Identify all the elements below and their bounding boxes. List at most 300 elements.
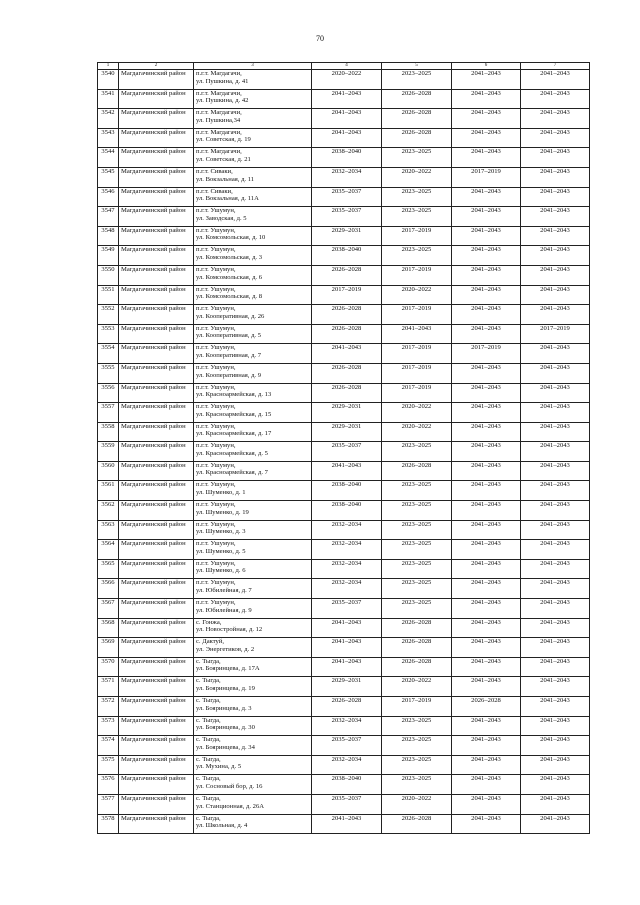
column-header: 1 xyxy=(98,63,119,70)
table-row xyxy=(98,148,590,168)
table-row xyxy=(98,442,590,462)
address-line: ул. Кооперативная, д. 9 xyxy=(196,371,262,379)
cell-period-5: 2041–2043 xyxy=(382,324,452,344)
address-line: п.г.т. Сиваки, xyxy=(196,167,233,175)
cell-period-7: 2041–2043 xyxy=(521,559,590,579)
cell-period-7: 2041–2043 xyxy=(521,383,590,403)
cell-district: Магдагачинский район xyxy=(119,540,194,560)
table-row xyxy=(98,520,590,540)
cell-period-5: 2017–2019 xyxy=(382,305,452,325)
cell-district: Магдагачинский район xyxy=(119,246,194,266)
cell-address xyxy=(194,187,312,207)
cell-number: 3541 xyxy=(98,89,119,109)
cell-address xyxy=(194,814,312,834)
address-line: ул. Красноармейская, д. 13 xyxy=(196,391,272,399)
cell-period-7: 2017–2019 xyxy=(521,324,590,344)
cell-address xyxy=(194,736,312,756)
cell-period-6: 2041–2043 xyxy=(452,794,521,814)
cell-district: Магдагачинский район xyxy=(119,422,194,442)
cell-period-5: 2020–2022 xyxy=(382,285,452,305)
address-line: ул. Комсомольская, д. 8 xyxy=(196,293,263,301)
address-line: ул. Сосновый бор, д. 16 xyxy=(196,782,263,790)
table-row xyxy=(98,265,590,285)
cell-number: 3547 xyxy=(98,207,119,227)
cell-number: 3545 xyxy=(98,167,119,187)
cell-district: Магдагачинский район xyxy=(119,794,194,814)
cell-district: Магдагачинский район xyxy=(119,363,194,383)
cell-address xyxy=(194,167,312,187)
table-row xyxy=(98,677,590,697)
cell-period-4: 2026–2028 xyxy=(312,363,382,383)
address-line: ул. Кооперативная, д. 5 xyxy=(196,332,262,340)
cell-period-7: 2041–2043 xyxy=(521,344,590,364)
cell-district: Магдагачинский район xyxy=(119,207,194,227)
cell-address xyxy=(194,618,312,638)
cell-district: Магдагачинский район xyxy=(119,697,194,717)
column-header: 5 xyxy=(382,63,452,70)
cell-district: Магдагачинский район xyxy=(119,599,194,619)
cell-period-5: 2023–2025 xyxy=(382,579,452,599)
cell-period-6: 2041–2043 xyxy=(452,579,521,599)
address-line: ул. Мухина, д. 5 xyxy=(196,763,242,771)
address-line: ул. Комсомольская, д. 3 xyxy=(196,253,263,261)
cell-period-6: 2041–2043 xyxy=(452,736,521,756)
cell-period-6: 2041–2043 xyxy=(452,70,521,90)
cell-district: Магдагачинский район xyxy=(119,677,194,697)
table-row xyxy=(98,167,590,187)
table-row xyxy=(98,657,590,677)
cell-address xyxy=(194,70,312,90)
cell-period-6: 2041–2043 xyxy=(452,148,521,168)
address-line: п.г.т. Магдагачи, xyxy=(196,109,242,117)
cell-period-4: 2035–2037 xyxy=(312,794,382,814)
cell-period-6: 2041–2043 xyxy=(452,226,521,246)
cell-period-7: 2041–2043 xyxy=(521,716,590,736)
table-row xyxy=(98,109,590,129)
cell-period-5: 2020–2022 xyxy=(382,677,452,697)
cell-district: Магдагачинский район xyxy=(119,128,194,148)
cell-period-7: 2041–2043 xyxy=(521,265,590,285)
address-line: с. Тыгда, xyxy=(196,677,221,685)
cell-number: 3555 xyxy=(98,363,119,383)
cell-period-5: 2020–2022 xyxy=(382,403,452,423)
cell-period-6: 2041–2043 xyxy=(452,187,521,207)
cell-period-4: 2038–2040 xyxy=(312,775,382,795)
cell-period-6: 2041–2043 xyxy=(452,481,521,501)
cell-district: Магдагачинский район xyxy=(119,442,194,462)
cell-period-7: 2041–2043 xyxy=(521,403,590,423)
table-row xyxy=(98,775,590,795)
address-line: п.г.т. Ушумун, xyxy=(196,305,236,313)
cell-number: 3574 xyxy=(98,736,119,756)
cell-period-5: 2023–2025 xyxy=(382,755,452,775)
address-line: п.г.т. Ушумун, xyxy=(196,265,236,273)
table-row xyxy=(98,70,590,90)
address-line: п.г.т. Магдагачи, xyxy=(196,128,242,136)
cell-period-4: 2035–2037 xyxy=(312,736,382,756)
cell-address xyxy=(194,89,312,109)
cell-period-5: 2017–2019 xyxy=(382,383,452,403)
table-row xyxy=(98,403,590,423)
cell-period-4: 2041–2043 xyxy=(312,109,382,129)
cell-period-6: 2041–2043 xyxy=(452,540,521,560)
address-line: п.г.т. Ушумун, xyxy=(196,383,236,391)
cell-address xyxy=(194,481,312,501)
column-header: 4 xyxy=(312,63,382,70)
cell-period-5: 2026–2028 xyxy=(382,638,452,658)
cell-period-5: 2023–2025 xyxy=(382,599,452,619)
address-line: ул. Шуменко, д. 5 xyxy=(196,547,246,555)
cell-number: 3573 xyxy=(98,716,119,736)
cell-period-7: 2041–2043 xyxy=(521,128,590,148)
address-line: п.г.т. Ушумун, xyxy=(196,559,236,567)
cell-district: Магдагачинский район xyxy=(119,344,194,364)
cell-period-6: 2041–2043 xyxy=(452,207,521,227)
cell-period-7: 2041–2043 xyxy=(521,285,590,305)
cell-address xyxy=(194,775,312,795)
cell-district: Магдагачинский район xyxy=(119,167,194,187)
cell-period-5: 2023–2025 xyxy=(382,716,452,736)
cell-period-4: 2029–2031 xyxy=(312,403,382,423)
cell-period-7: 2041–2043 xyxy=(521,167,590,187)
cell-number: 3552 xyxy=(98,305,119,325)
cell-number: 3562 xyxy=(98,501,119,521)
cell-period-4: 2041–2043 xyxy=(312,638,382,658)
cell-period-5: 2023–2025 xyxy=(382,520,452,540)
cell-district: Магдагачинский район xyxy=(119,755,194,775)
address-line: ул. Пушкина, д. 41 xyxy=(196,77,249,85)
cell-address xyxy=(194,422,312,442)
address-line: п.г.т. Ушумун, xyxy=(196,207,236,215)
cell-address xyxy=(194,383,312,403)
cell-period-6: 2041–2043 xyxy=(452,265,521,285)
cell-district: Магдагачинский район xyxy=(119,461,194,481)
cell-period-5: 2017–2019 xyxy=(382,697,452,717)
cell-period-7: 2041–2043 xyxy=(521,736,590,756)
cell-period-4: 2026–2028 xyxy=(312,383,382,403)
cell-period-6: 2041–2043 xyxy=(452,128,521,148)
cell-address xyxy=(194,265,312,285)
cell-period-7: 2041–2043 xyxy=(521,501,590,521)
address-line: ул. Шуменко, д. 19 xyxy=(196,508,249,516)
column-header: 6 xyxy=(452,63,521,70)
cell-period-7: 2041–2043 xyxy=(521,109,590,129)
cell-period-6: 2041–2043 xyxy=(452,363,521,383)
cell-period-4: 2026–2028 xyxy=(312,697,382,717)
address-line: ул. Советская, д. 21 xyxy=(196,155,251,163)
address-line: п.г.т. Ушумун, xyxy=(196,403,236,411)
cell-district: Магдагачинский район xyxy=(119,324,194,344)
table-row xyxy=(98,207,590,227)
cell-number: 3560 xyxy=(98,461,119,481)
cell-period-4: 2026–2028 xyxy=(312,324,382,344)
address-line: п.г.т. Ушумун, xyxy=(196,422,236,430)
cell-period-6: 2017–2019 xyxy=(452,167,521,187)
cell-district: Магдагачинский район xyxy=(119,638,194,658)
cell-period-6: 2041–2043 xyxy=(452,716,521,736)
cell-number: 3559 xyxy=(98,442,119,462)
address-line: с. Тыгда, xyxy=(196,814,221,822)
cell-period-4: 2041–2043 xyxy=(312,461,382,481)
address-line: ул. Бояринцева, д. 17А xyxy=(196,665,260,673)
cell-number: 3556 xyxy=(98,383,119,403)
cell-period-6: 2041–2043 xyxy=(452,383,521,403)
cell-number: 3572 xyxy=(98,697,119,717)
cell-period-5: 2023–2025 xyxy=(382,207,452,227)
address-line: п.г.т. Ушумун, xyxy=(196,442,236,450)
cell-period-4: 2038–2040 xyxy=(312,148,382,168)
cell-period-5: 2023–2025 xyxy=(382,481,452,501)
cell-period-4: 2032–2034 xyxy=(312,579,382,599)
cell-address xyxy=(194,794,312,814)
cell-period-5: 2017–2019 xyxy=(382,363,452,383)
cell-period-6: 2041–2043 xyxy=(452,677,521,697)
cell-number: 3558 xyxy=(98,422,119,442)
cell-period-5: 2026–2028 xyxy=(382,89,452,109)
address-line: п.г.т. Ушумун, xyxy=(196,363,236,371)
cell-district: Магдагачинский район xyxy=(119,226,194,246)
address-line: п.г.т. Ушумун, xyxy=(196,285,236,293)
address-line: п.г.т. Магдагачи, xyxy=(196,70,242,77)
cell-district: Магдагачинский район xyxy=(119,716,194,736)
cell-district: Магдагачинский район xyxy=(119,618,194,638)
cell-district: Магдагачинский район xyxy=(119,70,194,90)
address-line: с. Тыгда, xyxy=(196,794,221,802)
cell-district: Магдагачинский район xyxy=(119,775,194,795)
cell-district: Магдагачинский район xyxy=(119,814,194,834)
cell-period-7: 2041–2043 xyxy=(521,89,590,109)
table-row xyxy=(98,638,590,658)
cell-number: 3542 xyxy=(98,109,119,129)
cell-number: 3578 xyxy=(98,814,119,834)
address-line: с. Тыгда, xyxy=(196,736,221,744)
cell-period-5: 2020–2022 xyxy=(382,422,452,442)
table-row xyxy=(98,736,590,756)
address-line: с. Тыгда, xyxy=(196,716,221,724)
cell-address xyxy=(194,755,312,775)
address-line: ул. Бояринцева, д. 34 xyxy=(196,743,255,751)
table-row xyxy=(98,226,590,246)
cell-period-7: 2041–2043 xyxy=(521,187,590,207)
cell-number: 3546 xyxy=(98,187,119,207)
cell-period-5: 2026–2028 xyxy=(382,814,452,834)
cell-period-6: 2017–2019 xyxy=(452,344,521,364)
cell-address xyxy=(194,461,312,481)
address-line: п.г.т. Ушумун, xyxy=(196,520,236,528)
table-row xyxy=(98,755,590,775)
address-line: ул. Вокзальная, д. 11 xyxy=(196,175,255,183)
cell-period-7: 2041–2043 xyxy=(521,599,590,619)
cell-number: 3561 xyxy=(98,481,119,501)
address-line: ул. Красноармейская, д. 15 xyxy=(196,410,272,418)
cell-period-7: 2041–2043 xyxy=(521,520,590,540)
address-line: ул. Школьная, д. 4 xyxy=(196,822,248,830)
cell-period-5: 2026–2028 xyxy=(382,618,452,638)
cell-period-6: 2041–2043 xyxy=(452,89,521,109)
cell-district: Магдагачинский район xyxy=(119,285,194,305)
address-line: с. Тыгда, xyxy=(196,775,221,783)
cell-district: Магдагачинский район xyxy=(119,148,194,168)
cell-address xyxy=(194,540,312,560)
cell-period-4: 2029–2031 xyxy=(312,677,382,697)
address-line: с. Дактуй, xyxy=(196,638,225,646)
cell-number: 3566 xyxy=(98,579,119,599)
address-line: ул. Шуменко, д. 1 xyxy=(196,489,246,497)
cell-period-6: 2041–2043 xyxy=(452,109,521,129)
cell-period-5: 2023–2025 xyxy=(382,148,452,168)
cell-period-5: 2023–2025 xyxy=(382,70,452,90)
cell-period-4: 2035–2037 xyxy=(312,187,382,207)
cell-period-6: 2041–2043 xyxy=(452,657,521,677)
cell-period-7: 2041–2043 xyxy=(521,540,590,560)
cell-district: Магдагачинский район xyxy=(119,305,194,325)
cell-number: 3549 xyxy=(98,246,119,266)
cell-period-6: 2041–2043 xyxy=(452,775,521,795)
cell-period-4: 2017–2019 xyxy=(312,285,382,305)
cell-period-7: 2041–2043 xyxy=(521,246,590,266)
cell-period-7: 2041–2043 xyxy=(521,226,590,246)
cell-district: Магдагачинский район xyxy=(119,579,194,599)
cell-period-6: 2041–2043 xyxy=(452,246,521,266)
cell-period-4: 2035–2037 xyxy=(312,207,382,227)
cell-period-7: 2041–2043 xyxy=(521,422,590,442)
address-line: ул. Энергетиков, д. 2 xyxy=(196,645,255,653)
cell-period-5: 2026–2028 xyxy=(382,128,452,148)
address-line: ул. Пушкина, д. 42 xyxy=(196,97,249,105)
cell-period-7: 2041–2043 xyxy=(521,579,590,599)
cell-period-6: 2041–2043 xyxy=(452,285,521,305)
table-row xyxy=(98,501,590,521)
cell-period-4: 2035–2037 xyxy=(312,442,382,462)
address-line: ул. Кооперативная, д. 26 xyxy=(196,312,265,320)
cell-period-6: 2041–2043 xyxy=(452,461,521,481)
cell-address xyxy=(194,442,312,462)
cell-number: 3575 xyxy=(98,755,119,775)
cell-period-7: 2041–2043 xyxy=(521,677,590,697)
address-line: ул. Советская, д. 19 xyxy=(196,136,251,144)
cell-period-4: 2029–2031 xyxy=(312,422,382,442)
cell-period-7: 2041–2043 xyxy=(521,363,590,383)
cell-period-7: 2041–2043 xyxy=(521,697,590,717)
address-line: п.г.т. Ушумун, xyxy=(196,501,236,509)
cell-period-7: 2041–2043 xyxy=(521,775,590,795)
housing-repair-schedule-table xyxy=(97,62,590,834)
cell-period-5: 2017–2019 xyxy=(382,344,452,364)
address-line: п.г.т. Ушумун, xyxy=(196,579,236,587)
address-line: с. Гонжа, xyxy=(196,618,222,626)
column-header: 2 xyxy=(119,63,194,70)
cell-number: 3569 xyxy=(98,638,119,658)
column-number-header-row xyxy=(98,63,590,70)
cell-number: 3543 xyxy=(98,128,119,148)
cell-address xyxy=(194,324,312,344)
cell-period-6: 2041–2043 xyxy=(452,638,521,658)
cell-address xyxy=(194,285,312,305)
cell-address xyxy=(194,677,312,697)
cell-address xyxy=(194,128,312,148)
cell-address xyxy=(194,697,312,717)
cell-number: 3577 xyxy=(98,794,119,814)
cell-address xyxy=(194,559,312,579)
address-line: ул. Станционная, д. 26А xyxy=(196,802,264,810)
address-line: ул. Юбилейная, д. 9 xyxy=(196,606,252,614)
column-header: 3 xyxy=(194,63,312,70)
cell-period-4: 2041–2043 xyxy=(312,344,382,364)
cell-number: 3544 xyxy=(98,148,119,168)
cell-number: 3570 xyxy=(98,657,119,677)
cell-number: 3550 xyxy=(98,265,119,285)
cell-district: Магдагачинский район xyxy=(119,501,194,521)
cell-number: 3548 xyxy=(98,226,119,246)
table-row xyxy=(98,618,590,638)
cell-period-4: 2032–2034 xyxy=(312,540,382,560)
cell-district: Магдагачинский район xyxy=(119,89,194,109)
address-line: ул. Бояринцева, д. 19 xyxy=(196,685,255,692)
cell-period-6: 2041–2043 xyxy=(452,422,521,442)
address-line: п.г.т. Ушумун, xyxy=(196,599,236,607)
cell-period-6: 2041–2043 xyxy=(452,324,521,344)
cell-period-7: 2041–2043 xyxy=(521,305,590,325)
cell-period-7: 2041–2043 xyxy=(521,70,590,90)
cell-address xyxy=(194,109,312,129)
table-row xyxy=(98,540,590,560)
column-header: 7 xyxy=(521,63,590,70)
cell-period-5: 2023–2025 xyxy=(382,187,452,207)
cell-period-7: 2041–2043 xyxy=(521,794,590,814)
cell-address xyxy=(194,501,312,521)
address-line: ул. Пушкина,34 xyxy=(196,116,241,124)
cell-period-6: 2041–2043 xyxy=(452,501,521,521)
cell-period-6: 2041–2043 xyxy=(452,442,521,462)
cell-period-6: 2041–2043 xyxy=(452,559,521,579)
cell-district: Магдагачинский район xyxy=(119,265,194,285)
cell-period-5: 2026–2028 xyxy=(382,461,452,481)
cell-address xyxy=(194,207,312,227)
cell-district: Магдагачинский район xyxy=(119,559,194,579)
table-row xyxy=(98,716,590,736)
cell-number: 3576 xyxy=(98,775,119,795)
address-line: ул. Шуменко, д. 6 xyxy=(196,567,246,575)
address-line: ул. Кооперативная, д. 7 xyxy=(196,351,262,359)
cell-period-4: 2020–2022 xyxy=(312,70,382,90)
table-row xyxy=(98,187,590,207)
address-line: ул. Комсомольская, д. 6 xyxy=(196,273,263,281)
address-line: п.г.т. Ушумун, xyxy=(196,344,236,352)
cell-period-5: 2023–2025 xyxy=(382,246,452,266)
cell-number: 3568 xyxy=(98,618,119,638)
address-line: п.г.т. Ушумун, xyxy=(196,324,236,332)
address-line: ул. Заводская, д. 5 xyxy=(196,214,247,222)
cell-address xyxy=(194,305,312,325)
cell-number: 3540 xyxy=(98,70,119,90)
cell-period-4: 2032–2034 xyxy=(312,716,382,736)
cell-period-7: 2041–2043 xyxy=(521,442,590,462)
cell-period-5: 2023–2025 xyxy=(382,736,452,756)
cell-address xyxy=(194,716,312,736)
table-row xyxy=(98,363,590,383)
table-row xyxy=(98,579,590,599)
cell-period-4: 2026–2028 xyxy=(312,305,382,325)
cell-number: 3564 xyxy=(98,540,119,560)
cell-address xyxy=(194,403,312,423)
address-line: ул. Юбилейная, д. 7 xyxy=(196,587,252,595)
address-line: ул. Новостройная, д. 12 xyxy=(196,626,263,634)
cell-period-4: 2041–2043 xyxy=(312,814,382,834)
table-row xyxy=(98,305,590,325)
address-line: п.г.т. Ушумун, xyxy=(196,461,236,469)
cell-district: Магдагачинский район xyxy=(119,736,194,756)
cell-address xyxy=(194,599,312,619)
